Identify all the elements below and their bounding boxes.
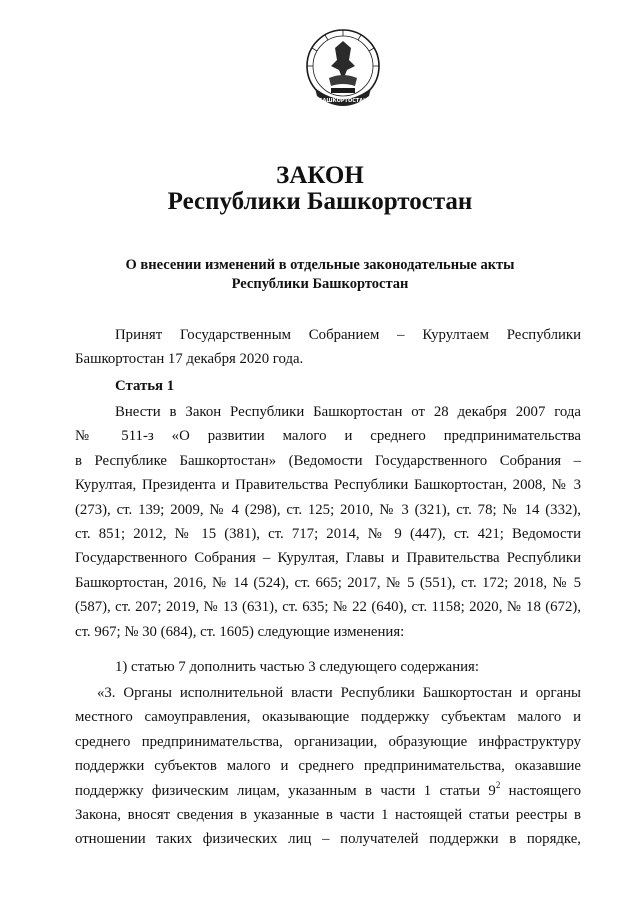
law-name-line-1: О внесении изменений в отдельные законодательные акты [125,257,515,273]
document-issuer-title: Республики Башкортостан [167,188,473,215]
article-1-line: (273), ст. 139; 2009, № 4 (298), ст. 125; 2010, № 3 (321), ст. 78; № 14 (332), [75,501,581,518]
article-1-line: Башкортостан, 2016, № 14 (524), ст. 665; 2017, № 5 (551), ст. 172; 2018, № 5 [75,574,581,591]
article-1-line: Внести в Закон Республики Башкортостан от 28 декабря 2007 года [115,404,581,420]
article-1-paragraph [75,400,581,644]
article-1-line: в Республике Башкортостан» (Ведомости Государственного Собрания – [75,452,581,469]
adoption-line-2: Башкортостан 17 декабря 2020 года. [75,351,304,368]
article-1-heading: Статья 1 [115,378,175,394]
quote-line-5 [75,779,581,803]
item-1-paragraph [75,655,581,679]
adoption-line-1: Принят Государственным Собранием – Курултаем Республики [115,327,581,343]
emblem-ribbon-text: БАШКОРТОСТАН [318,98,368,104]
quote-line-3: среднего предпринимательства, организации, образующие инфраструктуру [75,733,581,750]
coat-of-arms-emblem [303,26,383,126]
quote-line-5-tail: настоящего [500,782,581,799]
article-1-line: № 511-з «О развитии малого и среднего предпринимательства [75,428,581,445]
article-1-line: Курултая, Президента и Правительства Республики Башкортостан, 2008, № 3 [75,477,581,494]
article-1-line: ст. 967; № 30 (684), ст. 1605) следующие изменения: [75,623,405,640]
quote-line-1: «3. Органы исполнительной власти Республики Башкортостан и органы [97,685,581,701]
article-1-line: (587), ст. 207; 2019, № 13 (631), ст. 635; № 22 (640), ст. 1158; 2020, № 18 (672), [75,599,581,616]
article-superscript: 2 [495,779,501,790]
quote-line-6: Закона, вносят сведения в указанные в части 1 настоящей статьи реестры в [75,807,581,824]
adoption-paragraph [75,323,581,372]
law-name-line-2: Республики Башкортостан [231,276,409,292]
item-1-text: 1) статью 7 дополнить частью 3 следующего содержания: [115,659,479,675]
article-1-line: Государственного Собрания – Курултая, Главы и Правительства Республики [75,550,581,567]
article-1-line: ст. 851; 2012, № 15 (381), ст. 717; 2014, № 9 (447), ст. 421; Ведомости [75,526,581,543]
quote-line-4: поддержки субъектов малого и среднего предпринимательства, оказавшие [75,758,581,775]
document-type-title: ЗАКОН [276,162,364,189]
quote-line-7: отношении таких физических лиц – получателей поддержки в порядке, [75,831,581,848]
quote-line-5-text: поддержку физическим лицам, указанным в части 1 статьи 9 [75,782,496,799]
quote-line-2: местного самоуправления, оказывающие поддержку субъектам малого и [75,709,581,726]
quoted-part-3-paragraph [75,681,581,852]
